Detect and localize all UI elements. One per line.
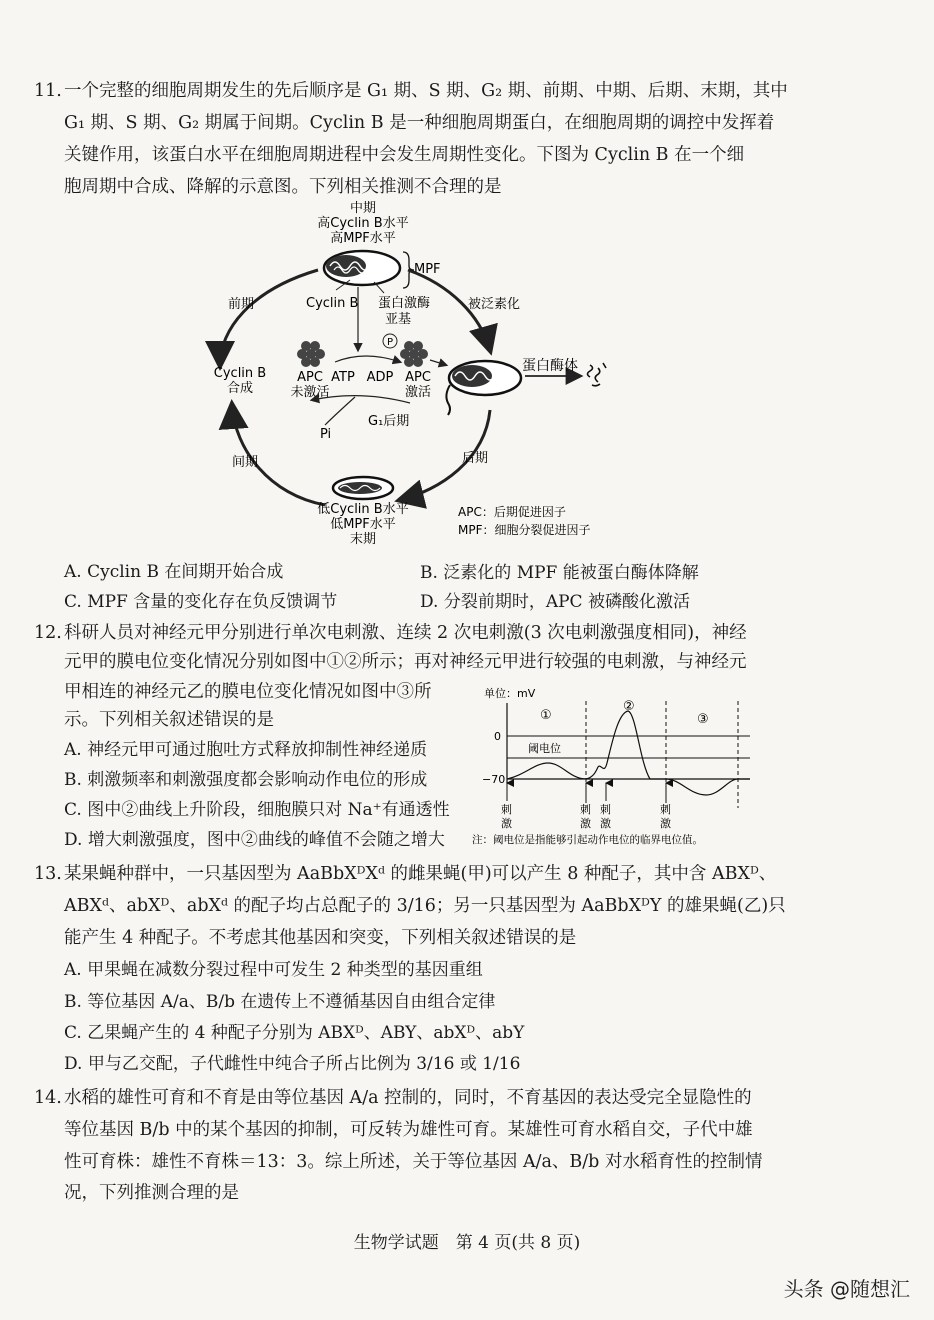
question-text-line: 等位基因 B/b 中的某个基因的抑制，可反转为雄性可育。某雄性可育水稻自交，子代中雄 [64, 1120, 753, 1140]
label-proteasome: 蛋白酶体 [522, 358, 578, 374]
page-footer: 生物学试题 第 4 页(共 8 页) [353, 1233, 581, 1253]
mpf-complex-right-icon [446, 361, 521, 415]
label-apc-inactive-2: 未激活 [290, 385, 330, 400]
question-text-line: 甲相连的神经元乙的膜电位变化情况如图中③所 [64, 682, 432, 702]
label-atp: ATP [331, 370, 355, 385]
graph-label-3: ③ [697, 712, 709, 727]
q11-option-d[interactable]: D. 分裂前期时，APC 被磷酸化激活 [420, 592, 690, 612]
question-number: 14. [34, 1088, 62, 1108]
stim-label: 激 [660, 817, 671, 830]
label-apc-inactive-1: APC [297, 370, 323, 385]
stim-label: 刺 [600, 803, 611, 816]
q12-option-a[interactable]: A. 神经元甲可通过胞吐方式释放抑制性神经递质 [64, 740, 428, 760]
question-number: 13. [34, 864, 62, 884]
question-text-line: 元甲的膜电位变化情况分别如图中①②所示；再对神经元甲进行较强的电刺激，与神经元 [64, 652, 747, 672]
watermark: 头条 @随想汇 [783, 1277, 910, 1301]
label-mpf: MPF [414, 262, 441, 277]
q12-option-c[interactable]: C. 图中②曲线上升阶段，细胞膜只对 Na⁺有通透性 [64, 800, 450, 820]
stim-label: 刺 [501, 803, 512, 816]
label-metaphase: 中期 [349, 201, 377, 216]
question-text-line: 科研人员对神经元甲分别进行单次电刺激、连续 2 次电刺激(3 次电刺激强度相同)，神经 [64, 623, 747, 643]
legend-mpf: MPF：细胞分裂促进因子 [458, 523, 591, 537]
question-number: 11. [34, 81, 62, 101]
label-p: P [386, 337, 394, 348]
mpf-complex-top-icon [324, 251, 400, 285]
question-text-line: ABXᵈ、abXᴰ、abXᵈ 的配子均占总配子的 3/16；另一只基因型为 AaBbXᴰY 的雄果蝇(乙)只 [64, 896, 786, 916]
question-text-line: 示。下列相关叙述错误的是 [64, 710, 274, 730]
curve-3 [666, 779, 750, 795]
question-number: 12. [34, 623, 62, 643]
label-pi: Pi [320, 427, 332, 442]
q11-option-a[interactable]: A. Cyclin B 在间期开始合成 [64, 562, 284, 582]
question-text-line: 胞周期中合成、降解的示意图。下列相关推测不合理的是 [64, 177, 502, 197]
q12-option-d[interactable]: D. 增大刺激强度，图中②曲线的峰值不会随之增大 [64, 830, 445, 850]
q13-option-a[interactable]: A. 甲果蝇在减数分裂过程中可发生 2 种类型的基因重组 [64, 960, 483, 980]
label-interphase: 间期 [232, 455, 259, 470]
label-cyclinb-synth-2: 合成 [226, 381, 254, 396]
q13-option-c[interactable]: C. 乙果蝇产生的 4 种配子分别为 ABXᴰ、ABY、abXᴰ、abY [64, 1023, 525, 1043]
label-low-mpf: 低MPF水平 [330, 517, 396, 532]
label-anaphase: 后期 [462, 451, 489, 466]
graph-zero: 0 [494, 730, 501, 743]
question-text-line: 况，下列推测合理的是 [64, 1183, 239, 1203]
question-text-line: 一个完整的细胞周期发生的先后顺序是 G₁ 期、S 期、G₂ 期、前期、中期、后期、末期，其中 [64, 81, 788, 101]
membrane-potential-graph [470, 683, 770, 853]
label-kinase-2: 亚基 [385, 312, 412, 327]
legend-apc: APC：后期促进因子 [458, 505, 566, 519]
q13-option-d[interactable]: D. 甲与乙交配，子代雌性中纯合子所占比例为 3/16 或 1/16 [64, 1054, 521, 1074]
label-prophase: 前期 [228, 297, 255, 312]
label-cyclinb-synth-1: Cyclin B [213, 366, 267, 381]
question-text-line: 能产生 4 种配子。不考虑其他基因和突变，下列相关叙述错误的是 [64, 928, 577, 948]
stim-label: 激 [600, 817, 611, 830]
question-text-line: G₁ 期、S 期、G₂ 期属于间期。Cyclin B 是一种细胞周期蛋白，在细胞周期的调控中发挥着 [64, 113, 775, 133]
q13-option-b[interactable]: B. 等位基因 A/a、B/b 在遗传上不遵循基因自由组合定律 [64, 992, 496, 1012]
label-telophase: 末期 [349, 532, 377, 547]
stim-label: 刺 [580, 803, 591, 816]
label-high-mpf: 高MPF水平 [330, 231, 396, 246]
label-ubiquitin: 被泛素化 [468, 297, 521, 312]
label-cyclinb: Cyclin B [306, 296, 359, 311]
graph-threshold: 阈电位 [528, 742, 561, 755]
label-g1-late: G₁后期 [368, 414, 410, 429]
label-apc-active-1: APC [405, 370, 431, 385]
graph-label-1: ① [540, 708, 552, 723]
apc-inactive-icon [297, 341, 325, 367]
label-high-cyclinb: 高Cyclin B水平 [317, 216, 409, 231]
question-text-line: 某果蝇种群中，一只基因型为 AaBbXᴰXᵈ 的雌果蝇(甲)可以产生 8 种配子，其中含 ABXᴰ、 [64, 864, 777, 884]
stim-label: 激 [501, 817, 512, 830]
stim-label: 激 [580, 817, 591, 830]
question-text-line: 水稻的雄性可育和不育是由等位基因 A/a 控制的，同时，不育基因的表达受完全显隐性的 [64, 1088, 752, 1108]
q11-option-c[interactable]: C. MPF 含量的变化存在负反馈调节 [64, 592, 338, 612]
mpf-complex-bottom-icon [333, 477, 393, 499]
label-adp: ADP [366, 370, 394, 385]
graph-label-2: ② [623, 699, 635, 714]
stim-label: 刺 [660, 803, 671, 816]
cell-cycle-diagram [0, 200, 934, 550]
label-low-cyclinb: 低Cyclin B水平 [317, 502, 409, 517]
q11-option-b[interactable]: B. 泛素化的 MPF 能被蛋白酶体降解 [420, 563, 699, 583]
degraded-fragments-icon [588, 363, 607, 386]
question-text-line: 性可育株：雄性不育株＝13：3。综上所述，关于等位基因 A/a、B/b 对水稻育性的控制情 [64, 1152, 763, 1172]
apc-active-icon [400, 341, 428, 367]
label-apc-active-2: 激活 [404, 385, 432, 400]
graph-unit: 单位：mV [484, 687, 536, 700]
q12-option-b[interactable]: B. 刺激频率和刺激强度都会影响动作电位的形成 [64, 770, 428, 790]
label-kinase-1: 蛋白激酶 [378, 296, 431, 311]
question-text-line: 关键作用，该蛋白水平在细胞周期进程中会发生周期性变化。下图为 Cyclin B 在一个细 [64, 145, 745, 165]
graph-note: 注：阈电位是指能够引起动作电位的临界电位值。 [472, 834, 703, 846]
graph-minus70: −70 [482, 773, 506, 786]
curve-1 [507, 763, 586, 779]
curve-2 [586, 711, 666, 779]
